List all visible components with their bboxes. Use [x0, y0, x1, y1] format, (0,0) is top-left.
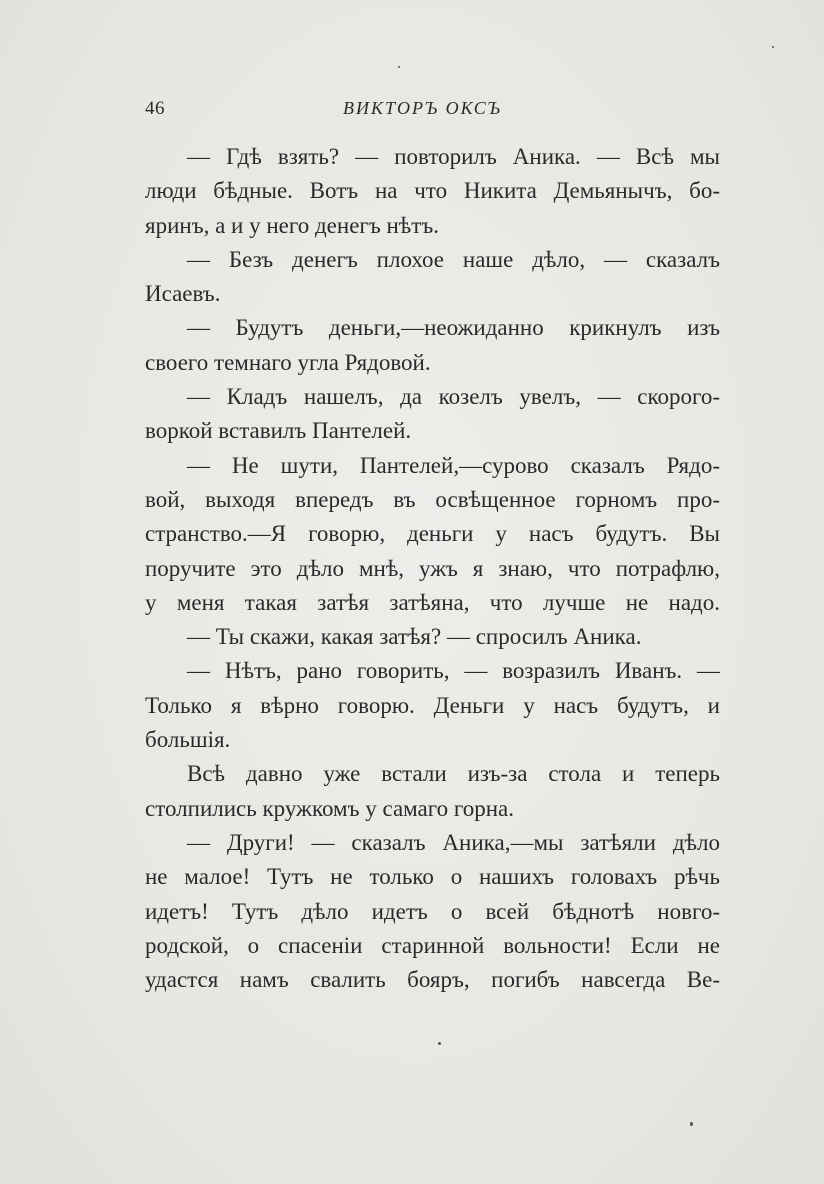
- text-line: — Нѣтъ, рано говорить, — возразилъ Иванъ. —: [187, 658, 720, 684]
- text-line: идетъ! Тутъ дѣло идетъ о всей бѣднотѣ новго-: [145, 898, 720, 924]
- text-line: воркой вставилъ Пантелей.: [145, 418, 412, 444]
- text-line: странство.—Я говорю, деньги у насъ будутъ. Вы: [145, 521, 720, 547]
- paper-speck: [772, 46, 774, 48]
- text-line: — Не шути, Пантелей,—сурово сказалъ Рядо-: [187, 452, 720, 478]
- paper-speck: [690, 1122, 693, 1126]
- text-line: Всѣ давно уже встали изъ-за стола и теперь: [187, 761, 720, 787]
- text-line: — Ты скажи, какая затѣя? — спросилъ Аника.: [187, 624, 642, 650]
- running-title: ВИКТОРЪ ОКСЪ: [343, 98, 502, 118]
- text-line: столпились кружкомъ у самаго горна.: [145, 795, 514, 821]
- text-line: родской, о спасеніи старинной вольности! Если не: [145, 932, 720, 958]
- text-line: яринъ, а и у него денегъ нѣтъ.: [145, 212, 439, 238]
- paper-speck: [438, 1042, 441, 1045]
- text-line: большія.: [145, 727, 231, 753]
- page-header: [145, 98, 715, 128]
- text-line: люди бѣдные. Вотъ на что Никита Демьянычъ, бо-: [145, 178, 720, 204]
- text-line: — Гдѣ взять? — повторилъ Аника. — Всѣ мы: [187, 144, 720, 169]
- text-line: — Безъ денегъ плохое наше дѣло, — сказалъ: [187, 246, 720, 272]
- text-line: поручите это дѣло мнѣ, ужъ я знаю, что потрафлю,: [145, 555, 720, 581]
- body-text: [145, 140, 720, 997]
- text-line: –– Будутъ деньги,—неожиданно крикнулъ изъ: [187, 315, 720, 341]
- text-line: — Други! — сказалъ Аника,—мы затѣяли дѣло: [187, 829, 720, 855]
- text-line: — Кладъ нашелъ, да козелъ увелъ, — скорого-: [187, 384, 720, 410]
- text-line: своего темнаго угла Рядовой.: [145, 349, 431, 375]
- text-line: Исаевъ.: [145, 281, 221, 307]
- paper-speck: [398, 66, 400, 68]
- text-line: у меня такая затѣя затѣяна, что лучше не надо.: [145, 589, 720, 615]
- text-line: Только я вѣрно говорю. Деньги у насъ будутъ, и: [145, 692, 720, 718]
- text-line: вой, выходя впередъ въ освѣщенное горномъ про-: [145, 486, 720, 512]
- text-line: удастся намъ свалить бояръ, погибъ навсегда Ве-: [145, 967, 720, 993]
- text-line: не малое! Тутъ не только о нашихъ головахъ рѣчь: [145, 864, 720, 890]
- page-number: 46: [145, 98, 165, 119]
